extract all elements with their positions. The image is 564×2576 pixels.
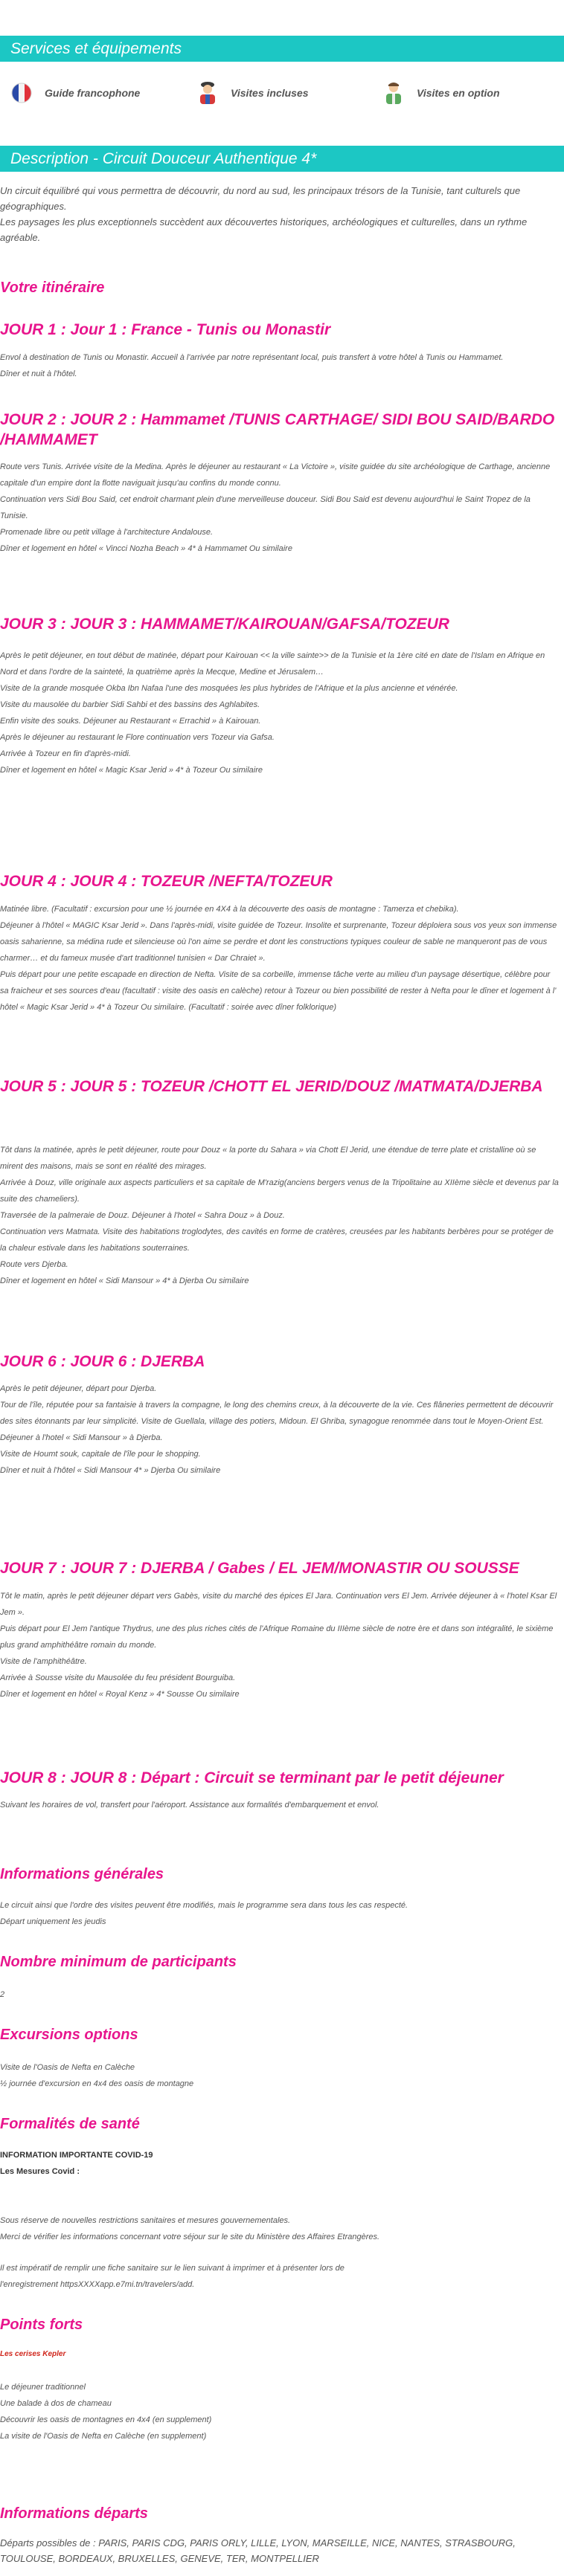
- service-optional-visits: [381, 74, 500, 112]
- excursions-heading: Excursions options: [0, 2027, 138, 2043]
- day-line: Arrivée à Tozeur en fin d'après-midi.: [0, 749, 131, 758]
- day-line: Après le petit déjeuner, départ pour Djerba.: [0, 1384, 157, 1393]
- highlights-list: [0, 2379, 560, 2444]
- general-info-heading: Informations générales: [0, 1866, 164, 1882]
- day-line: Puis départ pour El Jem l'antique Thydrus, une des plus riches cités de l'Afrique Romaine du IIIème siècle de notre ère et dans son intégralité, le sixième plus grand amphithéâtre romain du monde.: [0, 1624, 554, 1650]
- day-line: Continuation vers Matmata. Visite des habitations troglodytes, des cavités en forme de cratères, creusées par les habitants berbères pour se protéger de la chaleur estivale dans les habitations souterraines.: [0, 1227, 554, 1253]
- intro-paragraph: Les paysages les plus exceptionnels succèdent aux découvertes historiques, archéologiques et culturelles, dans un rythme agréable.: [0, 216, 528, 243]
- day-line: Visite de la grande mosquée Okba Ibn Nafaa l'une des mosquées les plus hybrides de l'Afrique et la plus ancienne et vénérée.: [0, 684, 458, 693]
- day-description: [0, 349, 560, 382]
- health-text: [0, 2147, 560, 2180]
- day-description: [0, 459, 560, 557]
- highlights-subheading: [0, 2346, 560, 2363]
- participants-value: 2: [0, 1990, 5, 1999]
- health-link: l'enregistrement httpsXXXXapp.e7mi.tn/travelers/add.: [0, 2280, 195, 2289]
- highlights-subtitle: Les cerises Kepler: [0, 2350, 66, 2358]
- day-line: Après le déjeuner au restaurant le Flore continuation vers Tozeur via Gafsa.: [0, 733, 275, 742]
- day-line: Dîner et logement en hôtel « Magic Ksar Jerid » 4* à Tozeur Ou similaire: [0, 766, 263, 775]
- day-title: JOUR 3 : JOUR 3 : HAMMAMET/KAIROUAN/GAFSA/TOZEUR: [0, 616, 449, 633]
- health-line: Sous réserve de nouvelles restrictions sanitaires et mesures gouvernementales.: [0, 2216, 291, 2225]
- day-line: Dîner et logement en hôtel « Vincci Nozha Beach » 4* à Hammamet Ou similaire: [0, 544, 292, 553]
- day-description: [0, 648, 560, 778]
- service-label: Guide francophone: [45, 87, 141, 99]
- highlight-item: La visite de l'Oasis de Nefta en Calèche (en supplement): [0, 2432, 207, 2441]
- day-line: Envol à destination de Tunis ou Monastir. Accueil à l'arrivée par notre représentant local, puis transfert à votre hôtel à Tunis ou Hammamet.: [0, 353, 504, 362]
- day-description: [0, 1797, 560, 1813]
- day-line: Visite de l'amphithéâtre.: [0, 1657, 87, 1666]
- day-title: JOUR 5 : JOUR 5 : TOZEUR /CHOTT EL JERID/DOUZ /MATMATA/DJERBA: [0, 1078, 543, 1095]
- day-line: Dîner et logement en hôtel « Sidi Mansour » 4* à Djerba Ou similaire: [0, 1276, 249, 1285]
- info-line: Départ uniquement les jeudis: [0, 1917, 106, 1926]
- highlights-heading: Points forts: [0, 2317, 83, 2333]
- day-line: Déjeuner à l'hotel « Sidi Mansour » à Djerba.: [0, 1433, 163, 1442]
- day-description: [0, 1142, 560, 1289]
- day-line: Dîner et nuit à l'hôtel « Sidi Mansour 4* » Djerba Ou similaire: [0, 1466, 221, 1475]
- description-banner: Description - Circuit Douceur Authentique 4*: [0, 146, 564, 172]
- day-line: Après le petit déjeuner, en tout début de matinée, départ pour Kairouan << la ville sainte>> de la Tunisie et la 1ère cité en date de l'Islam en Afrique en Nord et dans l'ordre de la sainteté, la quatrième après la Mecque, Medine et Jérusalem…: [0, 651, 545, 677]
- service-guide: [9, 74, 140, 112]
- health-line: Merci de vérifier les informations concernant votre séjour sur le site du Ministère des Affaires Etrangères.: [0, 2233, 380, 2241]
- day-line: Dîner et logement en hôtel « Royal Kenz » 4* Sousse Ou similaire: [0, 1690, 240, 1699]
- itinerary-heading: Votre itinéraire: [0, 280, 105, 296]
- day-line: Suivant les horaires de vol, transfert pour l'aéroport. Assistance aux formalités d'embarquement et envol.: [0, 1801, 379, 1810]
- health-heading: Formalités de santé: [0, 2116, 140, 2132]
- day-line: Tôt le matin, après le petit déjeuner départ vers Gabès, visite du marché des épices El Jara. Continuation vers El Jem. Arrivée déjeuner à « l'hotel Ksar El Jem ».: [0, 1592, 557, 1617]
- day-line: Enfin visite des souks. Déjeuner au Restaurant « Errachid » à Kairouan.: [0, 717, 261, 726]
- description-intro: [0, 183, 564, 245]
- day-description: [0, 901, 560, 1016]
- day-line: Arrivée à Sousse visite du Mausolée du feu président Bourguiba.: [0, 1673, 236, 1682]
- services-row: [0, 74, 564, 112]
- service-label: Visites en option: [417, 87, 500, 99]
- excursion-item: Visite de l'Oasis de Nefta en Calèche: [0, 2063, 135, 2072]
- highlight-item: Découvrir les oasis de montagnes en 4x4 (en supplement): [0, 2415, 212, 2424]
- departures-heading: Informations départs: [0, 2505, 148, 2522]
- guide-person-icon: [195, 80, 220, 106]
- day-title: JOUR 4 : JOUR 4 : TOZEUR /NEFTA/TOZEUR: [0, 873, 333, 890]
- day-line: Tôt dans la matinée, après le petit déjeuner, route pour Douz « la porte du Sahara » via Chott El Jerid, une étendue de terre plate et cristalline où se mirent des maisons, mais se sont en réalité des mirages.: [0, 1146, 536, 1171]
- day-line: Tour de l'île, réputée pour sa fantaisie à travers la compagne, le long des chemins creux, à la découverte de la vie. Ces flâneries permettent de découvrir des sites étonnants par leur simplicité. Visite de Guellala, village des potiers, Midoun. El Ghriba, synagogue renommée dans tout le Moyen-Orient Est.: [0, 1401, 554, 1426]
- day-line: Déjeuner à l'hôtel « MAGIC Ksar Jerid ». Dans l'après-midi, visite guidée de Tozeur. Insolite et surprenante, Tozeur déploiera sous vos yeux son immense oasis saharienne, sa médina rude et silencieuse où l'on aime se perdre et dont les constructions typiques couleur de sable ne manqueront pas de vous charmer… et du fameux musée d'art traditionnel tunisien « Dar Chraiet ».: [0, 921, 557, 963]
- day-line: Puis départ pour une petite escapade en direction de Nefta. Visite de sa corbeille, immense tâche verte au milieu d'un paysage désertique, célèbre pour sa fraicheur et ses sources d'eau (facultatif : visite des oasis en calèche) retour à Tozeur ou bien possibilité de rester à Nefta pour le dîner et logement à l' hôtel « Magic Ksar Jerid » 4* à Tozeur Ou similaire. (Facultatif : soirée avec dîner folklorique): [0, 970, 557, 1012]
- highlight-item: Une balade à dos de chameau: [0, 2399, 112, 2408]
- day-line: Dîner et nuit à l'hôtel.: [0, 369, 77, 378]
- highlight-item: Le déjeuner traditionnel: [0, 2383, 86, 2392]
- service-label: Visites incluses: [231, 87, 309, 99]
- day-line: Traversée de la palmeraie de Douz. Déjeuner à l'hotel « Sahra Douz » à Douz.: [0, 1211, 285, 1220]
- day-line: Arrivée à Douz, ville originale aux aspects particuliers et sa capitale de M'razig(anciens bergers venus de la Tripolitaine au XIIème siècle et devenus par la suite des chameliers).: [0, 1178, 559, 1204]
- intro-paragraph: Un circuit équilibré qui vous permettra de découvrir, du nord au sud, les principaux trésors de la Tunisie, tant culturels que géographiques.: [0, 185, 521, 212]
- day-title: JOUR 6 : JOUR 6 : DJERBA: [0, 1353, 205, 1370]
- day-title: JOUR 7 : JOUR 7 : DJERBA / Gabes / EL JEM/MONASTIR OU SOUSSE: [0, 1560, 519, 1577]
- departures-line: TOULOUSE, BORDEAUX, BRUXELLES, GENEVE, TER, MONTPELLIER: [0, 2553, 319, 2564]
- french-flag-icon: [9, 80, 34, 106]
- day-line: Visite de Houmt souk, capitale de l'île pour le shopping.: [0, 1450, 201, 1459]
- day-line: Visite du mausolée du barbier Sidi Sahbi et des bassins des Aghlabites.: [0, 700, 260, 709]
- services-banner: Services et équipements: [0, 36, 564, 62]
- departures-text: [0, 2535, 560, 2566]
- optional-visit-person-icon: [381, 80, 406, 106]
- health-details: [0, 2212, 560, 2245]
- day-line: Route vers Tunis. Arrivée visite de la Medina. Après le déjeuner au restaurant « La Victoire », visite guidée du site archéologique de Carthage, ancienne capitale d'un empire dont la flotte naviguait jusqu'au confins du monde connu.: [0, 462, 551, 488]
- excursions-list: [0, 2059, 560, 2092]
- participants-heading: Nombre minimum de participants: [0, 1954, 237, 1970]
- day-line: Route vers Djerba.: [0, 1260, 68, 1269]
- day-line: Promenade libre ou petit village à l'architecture Andalouse.: [0, 528, 214, 537]
- day-line: Continuation vers Sidi Bou Said, cet endroit charmant plein d'une merveilleuse douceur. Sidi Bou Said est devenu aujourd'hui le Saint Tropez de la Tunisie.: [0, 495, 531, 520]
- info-line: Le circuit ainsi que l'ordre des visites peuvent être modifiés, mais le programme sera dans tous les cas respecté.: [0, 1901, 408, 1910]
- day-line: Matinée libre. (Facultatif : excursion pour une ½ journée en 4X4 à la découverte des oasis de montagne : Tamerza et chebika).: [0, 905, 459, 914]
- day-description: [0, 1588, 560, 1702]
- health-line: Il est impératif de remplir une fiche sanitaire sur le lien suivant à imprimer et à présenter lors de: [0, 2264, 345, 2273]
- service-included-visits: [195, 74, 309, 112]
- covid-measures-label: Les Mesures Covid :: [0, 2167, 80, 2176]
- day-title: JOUR 2 : JOUR 2 : Hammamet /TUNIS CARTHAGE/ SIDI BOU SAID/BARDO /HAMMAMET: [0, 411, 555, 448]
- excursion-item: ½ journée d'excursion en 4x4 des oasis de montagne: [0, 2079, 194, 2088]
- departures-line: Départs possibles de : PARIS, PARIS CDG, PARIS ORLY, LILLE, LYON, MARSEILLE, NICE, NANTES, STRASBOURG,: [0, 2537, 516, 2548]
- general-info-text: [0, 1897, 560, 1930]
- day-title: JOUR 1 : Jour 1 : France - Tunis ou Monastir: [0, 321, 331, 338]
- health-form-note: [0, 2260, 560, 2293]
- day-title: JOUR 8 : JOUR 8 : Départ : Circuit se terminant par le petit déjeuner: [0, 1769, 504, 1786]
- day-description: [0, 1381, 560, 1479]
- covid-warning: INFORMATION IMPORTANTE COVID-19: [0, 2151, 153, 2160]
